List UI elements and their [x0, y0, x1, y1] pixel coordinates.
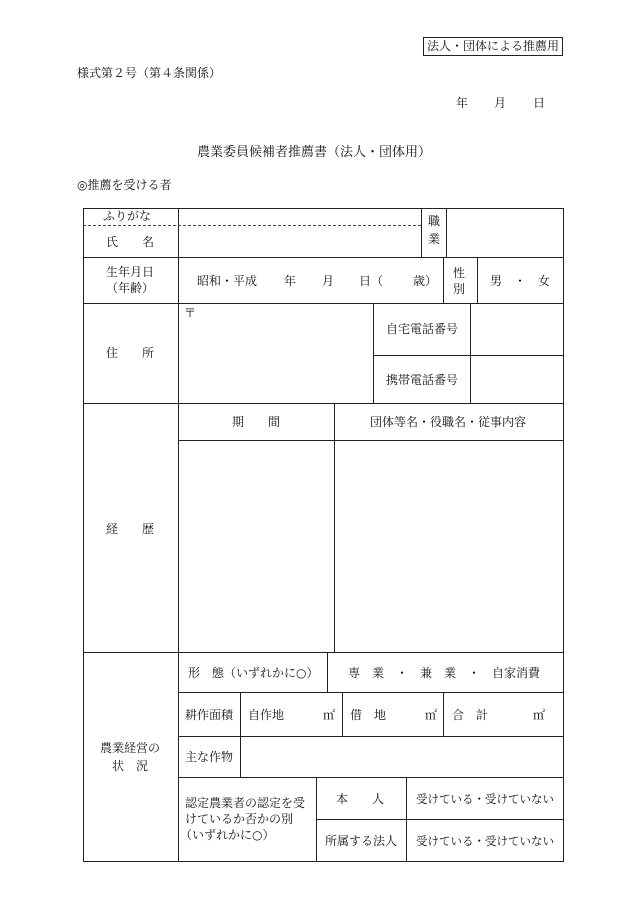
col-line: [443, 257, 444, 304]
table-border-right: [563, 208, 564, 862]
address-label: 住 所: [105, 346, 155, 360]
rented-land-unit: ㎡: [425, 708, 438, 722]
row-line: [83, 403, 563, 404]
date-month: 月: [494, 96, 507, 110]
usage-tag: 法人・団体による推薦用: [423, 37, 563, 56]
row-line: [83, 303, 563, 304]
age-unit: 歳）: [413, 274, 438, 288]
furigana-label: ふりがな: [103, 209, 152, 223]
org-role-field[interactable]: [337, 443, 560, 649]
form-type-label: 形 態（いずれかに○）: [188, 666, 319, 680]
date-year: 年: [456, 96, 469, 110]
own-land-unit: ㎡: [323, 708, 336, 722]
certified-question-1: 認定農業者の認定を受: [185, 796, 306, 810]
birth-day-unit: 日（: [359, 274, 384, 288]
row-line: [83, 257, 563, 258]
furigana-dashed-line: [83, 225, 421, 226]
col-line: [477, 257, 478, 304]
address-field[interactable]: [181, 320, 370, 400]
org-role-header: 団体等名・役職名・従事内容: [369, 415, 527, 429]
row-line: [406, 819, 563, 820]
col-line: [240, 692, 241, 777]
career-label: 経 歴: [105, 522, 155, 536]
col-line: [406, 777, 407, 862]
col-line: [470, 303, 471, 403]
farm-status-label-2: 状 況: [111, 759, 149, 773]
era-options: 昭和・平成: [197, 274, 258, 288]
row-line: [178, 777, 563, 778]
self-cert-options[interactable]: 受けている・受けていない: [416, 792, 554, 806]
occupation-label: 職業: [428, 214, 441, 246]
col-line: [446, 208, 447, 258]
main-crop-field[interactable]: [243, 739, 560, 774]
birth-month-unit: 月: [322, 274, 335, 288]
mobile-phone-field[interactable]: [473, 358, 561, 401]
label-col-line: [178, 208, 179, 862]
total-unit: ㎡: [533, 708, 546, 722]
rented-land-label: 借 地: [350, 708, 387, 722]
area-label: 耕作面積: [185, 708, 234, 722]
sex-label: 性別: [453, 266, 466, 296]
self-label: 本 人: [335, 792, 385, 806]
col-line: [342, 692, 343, 736]
occupation-field[interactable]: [449, 211, 561, 255]
period-header: 期 間: [231, 415, 281, 429]
age-label: （年齢）: [105, 281, 155, 295]
main-crop-label: 主な作物: [185, 750, 234, 764]
col-line: [327, 652, 328, 692]
form-type-options[interactable]: 専 業 ・ 兼 業 ・ 自家消費: [347, 666, 541, 680]
postal-mark: 〒: [184, 306, 197, 320]
table-border-bottom: [83, 861, 563, 862]
table-border-top: [83, 208, 563, 209]
period-field[interactable]: [181, 443, 331, 649]
home-phone-field[interactable]: [473, 306, 561, 352]
row-line: [178, 692, 563, 693]
page-title: 農業委員候補者推薦書（法人・団体用）: [196, 145, 432, 160]
date-day: 日: [533, 96, 546, 110]
col-line: [421, 208, 422, 258]
col-line: [316, 777, 317, 862]
affiliated-label: 所属する法人: [324, 834, 398, 848]
affiliated-cert-options[interactable]: 受けている・受けていない: [416, 834, 554, 848]
col-line: [334, 403, 335, 652]
row-line: [83, 652, 563, 653]
farm-status-label-1: 農業経営の: [99, 741, 161, 755]
birthdate-label: 生年月日: [105, 265, 155, 279]
home-phone-label: 自宅電話番号: [385, 322, 459, 336]
table-border-left: [83, 208, 84, 862]
total-label: 合 計: [452, 708, 489, 722]
col-line: [373, 303, 374, 403]
row-line: [178, 440, 563, 441]
certified-question-3: （いずれかに○）: [180, 828, 275, 842]
mobile-phone-label: 携帯電話番号: [385, 373, 459, 387]
row-line: [178, 736, 563, 737]
form-number: 様式第２号（第４条関係）: [77, 66, 222, 80]
name-field[interactable]: [181, 227, 419, 255]
row-line: [373, 355, 563, 356]
row-line: [316, 819, 406, 820]
section-heading: ◎推薦を受ける者: [77, 178, 172, 192]
own-land-label: 自作地: [248, 708, 285, 722]
birth-year-unit: 年: [284, 274, 297, 288]
certified-question-2: けているか否かの別: [185, 812, 294, 826]
name-label: 氏 名: [105, 235, 155, 249]
sex-options[interactable]: 男 ・ 女: [489, 274, 551, 288]
col-line: [443, 692, 444, 736]
